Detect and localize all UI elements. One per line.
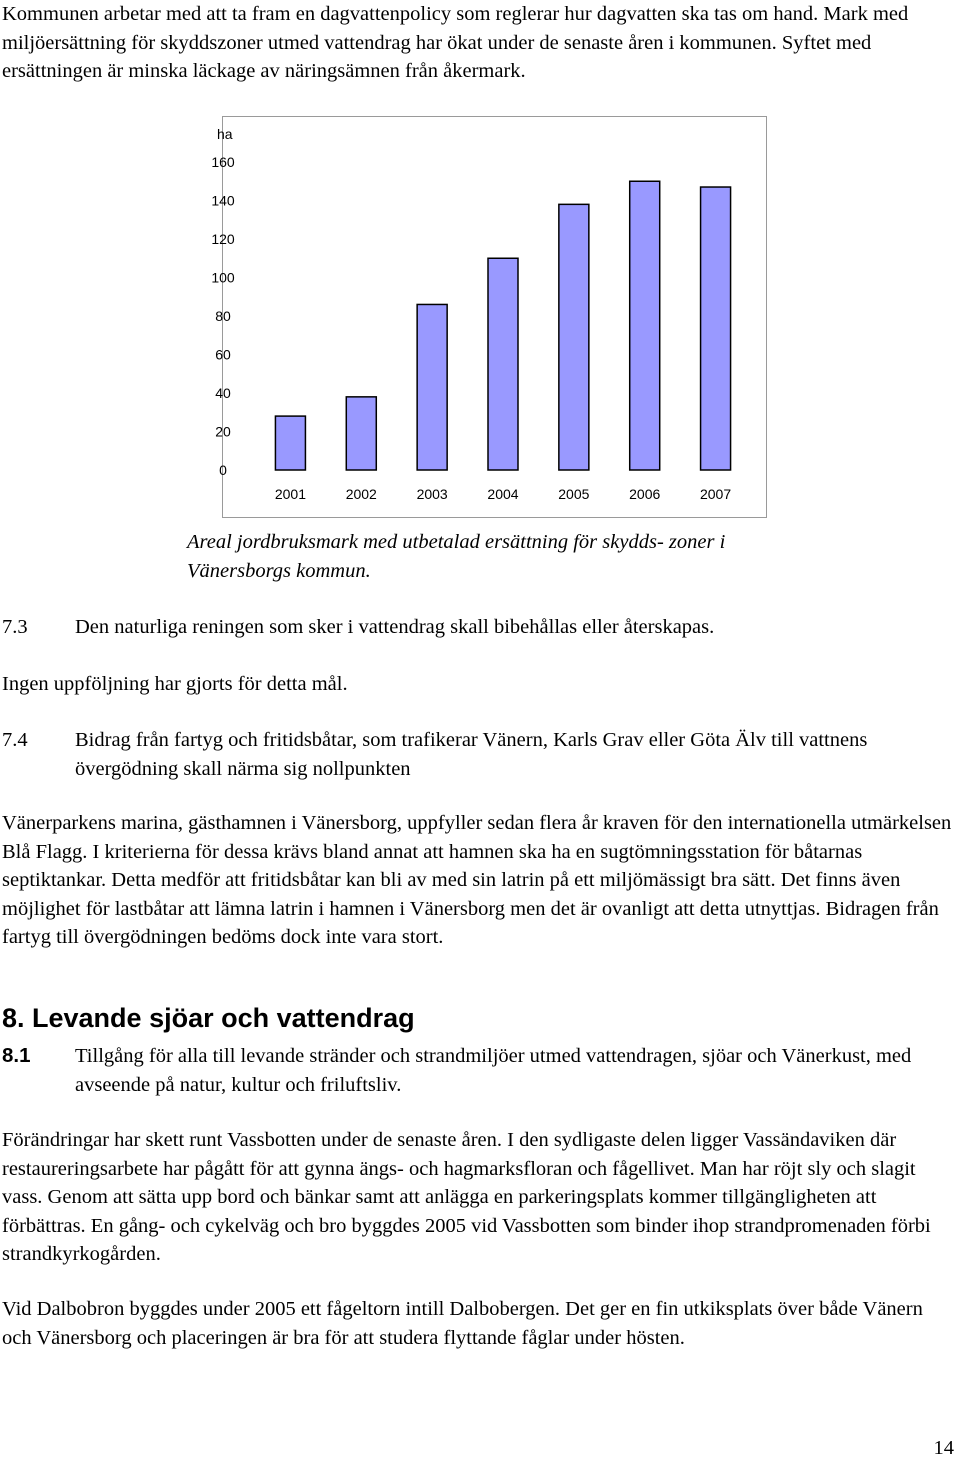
section-number: 7.4 — [2, 729, 28, 751]
section-8-1-paragraph-1: Förändringar har skett runt Vassbotten under de senaste åren. I den sydligaste delen ligger Vassändaviken där restaureringsarbete har pågått för att gynna ängs- och hagmarksfloran och fågellivet. Man har röjt sly och slagit vass. Genom att sätta upp bord och bänkar samt att anlägga en parkeringsplats kommer tillgängligheten att förbättras. En gång- och cykelväg och bro byggdes 2005 vid Vassbotten som binder ihop strandpromenaden förbi strandkyrkogården. — [2, 1129, 931, 1265]
y-tick-label: 140 — [211, 192, 235, 209]
page-number: 14 — [933, 1437, 954, 1459]
bar-2002 — [346, 397, 376, 470]
section-7-4-body: Vänerparkens marina, gästhamnen i Vänersborg, uppfyller sedan flera år kraven för den internationella utmärkelsen Blå Flagg. I kriterierna för dessa krävs bland annat att hamnen ska ha en sugtömningsstation för båtarnas septiktankar. Detta medför att fritidsbåtar kan bli av med sin latrin på ett miljömässigt bra sätt. Det finns även möjlighet för lastbåtar att lämna latrin i hamnen i Vänersborg men det är ovanligt att detta utnyttjas. Bidragen från fartyg till övergödningen bedöms dock inte vara stort. — [2, 812, 952, 948]
x-tick-label: 2005 — [558, 486, 590, 502]
bar-2003 — [417, 304, 447, 470]
y-tick-label: 80 — [215, 308, 231, 324]
x-tick-label: 2004 — [487, 486, 519, 502]
y-tick-label: 20 — [215, 423, 231, 440]
section-title: Bidrag från fartyg och fritidsbåtar, som trafikerar Vänern, Karls Grav eller Göta Älv till vattnens övergödning skall närma sig nollpunkten — [75, 729, 868, 780]
section-number: 8.1 — [2, 1044, 31, 1067]
y-tick-label: 40 — [215, 385, 231, 401]
chart-canvas — [211, 117, 768, 519]
bar-2005 — [559, 204, 589, 470]
figure-caption: Areal jordbruksmark med utbetalad ersättning för skydds- zoner i Vänersborgs kommun. — [187, 531, 726, 582]
bar-2004 — [488, 258, 518, 470]
bar-2001 — [275, 416, 305, 470]
bar-2007 — [701, 187, 731, 470]
x-tick-label: 2003 — [416, 486, 448, 502]
y-tick-label: 0 — [219, 462, 227, 478]
y-tick-label: 60 — [215, 346, 231, 363]
x-tick-label: 2001 — [274, 486, 307, 502]
section-title: Den naturliga reningen som sker i vattendrag skall bibehållas eller återskapas. — [75, 616, 715, 638]
bar-2006 — [630, 181, 660, 470]
x-tick-label: 2007 — [699, 486, 732, 502]
section-number: 7.3 — [2, 616, 28, 638]
x-tick-label: 2006 — [629, 486, 661, 502]
section-7-3-body: Ingen uppföljning har gjorts för detta mål. — [2, 673, 348, 695]
intro-paragraph: Kommunen arbetar med att ta fram en dagvattenpolicy som reglerar hur dagvatten ska tas om hand. Mark med miljöersättning för skyddszoner utmed vattendrag har ökat under de senaste åren i kommunen. Syftet med ersättningen är minska läckage av näringsämnen från åkermark. — [2, 3, 909, 82]
section-title: Tillgång för alla till levande stränder och strandmiljöer utmed vattendragen, sjöar och Vänerkust, med avseende på natur, kultur och friluftsliv. — [75, 1045, 912, 1096]
section-8-1-paragraph-2: Vid Dalbobron byggdes under 2005 ett fågeltorn intill Dalbobergen. Det ger en fin utkiksplats över både Vänern och Vänersborg och placeringen är bra för att studera flyttande fåglar under hösten. — [2, 1298, 923, 1349]
y-axis-unit-label: ha — [217, 126, 233, 142]
x-tick-label: 2002 — [345, 486, 377, 502]
y-tick-label: 120 — [211, 231, 235, 247]
chapter-heading: 8. Levande sjöar och vattendrag — [2, 1003, 415, 1033]
bar-chart — [211, 116, 767, 518]
y-tick-label: 160 — [211, 154, 235, 170]
y-tick-label: 100 — [211, 269, 235, 286]
